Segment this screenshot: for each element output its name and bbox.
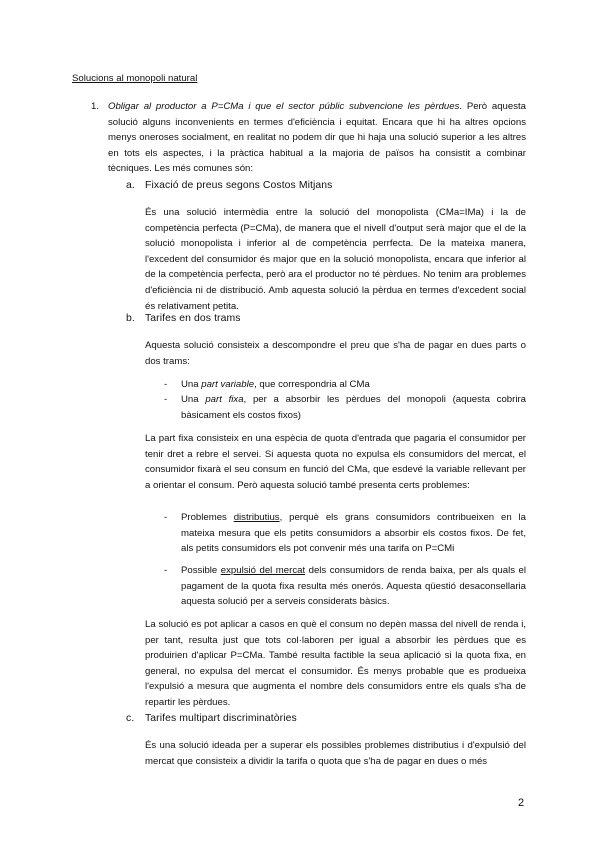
problem-distributive: Problemes distributius, perquè els grans consumidors contribueixen en la mateixa mesura que els petits consumidors a absorbir els costos fixos. De fet, als petits consumidors els pot convenir més una tarifa on P=CMi [181, 512, 526, 555]
sub-b-paragraph-2: La part fixa consisteix en una espècia de quota d'entrada que pagaria el consumidor per tenir dret a rebre el servei. Si aquesta quota no expulsa els consumidors del mercat, el consumidor fixarà el seu consum en funció del CMa, que esdevé la variable rellevant per a orientar el consum. Però aquesta solució també presenta certs problemes: [145, 433, 526, 491]
dash-bullet: - [164, 394, 168, 405]
dash-bullet: - [164, 512, 168, 523]
page-number: 2 [518, 797, 525, 809]
item-1-rest: . Però aquesta solució alguns inconvenients en termes d'eficiència i equitat. Encara que hi ha altres opcions menys oneroses socialment, en realitat no podem dir que hi haja una solució superior a les altres en tots els aspectes, i la pràctica habitual a la majoria de països ha consistit a combinar tècniques. Les més comunes són: [108, 101, 527, 175]
sub-c-paragraph: És una solució ideada per a superar els possibles problemes distributius i d'expulsió del mercat que consisteix a dividir la tarifa o quota que s'ha de pagar en dues o més [145, 740, 526, 767]
sub-c-heading: Tarifes multipart discriminatòries [145, 713, 297, 724]
sub-a-paragraph: És una solució intermèdia entre la solució del monopolista (CMa=IMa) i la de competència perfecta (P=CMa), de manera que el nivell d'output serà major que el de la solució monopolista i inferior al de competència perrfecta. De la mateixa manera, l'excedent del consumidor és major que en la solució monopolista, encara que inferior al de la competència perfecta, però ara el productor no té pèrdues. No tenim ara problemes d'eficiència ni de distribució. Amb aquesta solució la pèrdua en termes d'excedent social és relativament petita. [145, 207, 526, 312]
problem-market-exclusion: Possible expulsió del mercat dels consumidors de renda baixa, per als quals el pagament de la quota fixa resulta més onerós. Aquesta qüestió desaconsellaria aquesta solució per a serveis considerats bàsics. [181, 565, 526, 608]
dash-bullet: - [164, 379, 168, 390]
page-title: Solucions al monopoli natural [72, 73, 198, 84]
sub-a-heading: Fixació de preus segons Costos Mitjans [145, 180, 333, 191]
item-1-paragraph [108, 99, 526, 177]
dash-item-fixed: Una part fixa, per a absorbir les pèrdues del monopoli (aquesta cobrira bàsicament els costos fixos) [181, 394, 526, 421]
sub-b-letter: b. [126, 313, 135, 324]
item-number: 1. [91, 101, 100, 112]
sub-a-letter: a. [126, 180, 135, 191]
sub-b-heading: Tarifes en dos trams [145, 313, 241, 324]
dash-bullet: - [164, 565, 168, 576]
item-1-italic: Obligar al productor a P=CMa i que el sector públic subvencione les pèrdues [108, 101, 460, 112]
sub-c-letter: c. [126, 713, 135, 724]
sub-b-intro: Aquesta solució consisteix a descompondre el preu que s'ha de pagar en dues parts o dos trams: [145, 340, 526, 367]
dash-item-variable: Una part variable, que correspondria al CMa [181, 379, 370, 390]
sub-b-paragraph-3: La solució es pot aplicar a casos en què el consum no depèn massa del nivell de renda i, per tant, resulta just que tots col·laboren per igual a absorbir les pèrdues que es produirien d'aplicar P=CMa. També resulta factible la seua aplicació si la quota fixa, en general, no expulsa del mercat el consumidor. És menys probable que es produeixa l'expulsió a mesura que augmenta el nombre dels consumidors entre els quals s'ha de repartir les pèrdues. [145, 619, 526, 708]
